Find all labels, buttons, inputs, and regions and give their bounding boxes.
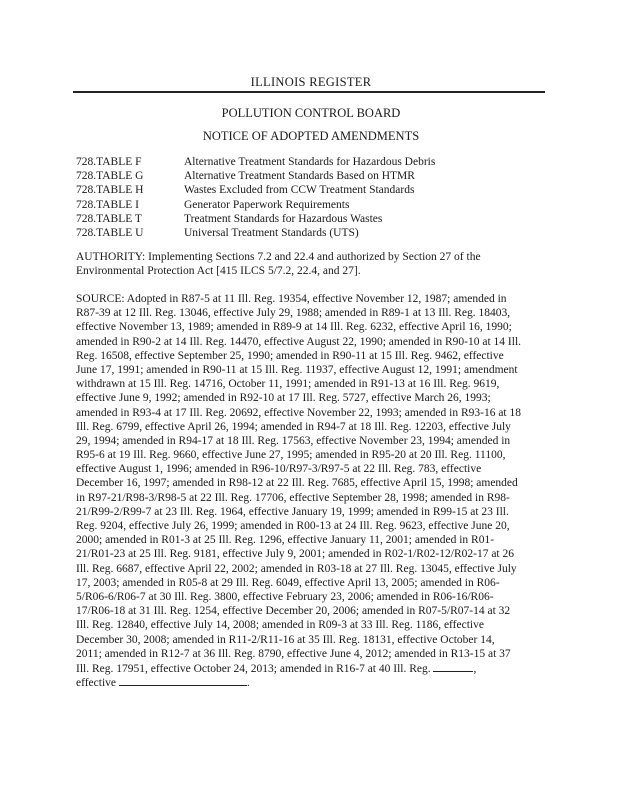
effective-label: effective bbox=[76, 677, 117, 690]
source-line: Ill. Reg. 17951, effective October 24, 2013; amended in R16-7 at 40 Ill. Reg. bbox=[76, 662, 431, 675]
effective-date-line bbox=[76, 675, 548, 689]
source-line: December 16, 1997; amended in R98-12 at 22 Ill. Reg. 7685, effective April 15, 1998; amended bbox=[76, 477, 518, 490]
blank-comma: , bbox=[473, 662, 477, 675]
source-line: Reg. 16508, effective September 25, 1990; amended in R90-11 at 15 Ill. Reg. 9462, effective bbox=[76, 349, 504, 362]
source-line: 17/R06-18 at 31 Ill. Reg. 1254, effective December 20, 2006; amended in R07-5/R07-14 at 32 bbox=[76, 605, 511, 618]
table-title: Wastes Excluded from CCW Treatment Standards bbox=[184, 184, 415, 197]
table-title: Treatment Standards for Hazardous Wastes bbox=[184, 212, 383, 225]
source-line: December 30, 2008; amended in R11-2/R11-16 at 35 Ill. Reg. 18131, effective October 14, bbox=[76, 633, 495, 646]
table-title: Alternative Treatment Standards Based on HTMR bbox=[184, 170, 415, 183]
table-row bbox=[76, 212, 546, 226]
final-period: . bbox=[246, 677, 250, 690]
source-line: in R97-21/R98-3/R98-5 at 22 Ill. Reg. 17706, effective September 28, 1998; amended in R98- bbox=[76, 491, 510, 504]
table-id: 728.TABLE T bbox=[76, 212, 142, 225]
table-row bbox=[76, 169, 546, 183]
source-line: effective August 1, 1996; amended in R96-10/R97-3/R97-5 at 22 Ill. Reg. 783, effective bbox=[76, 463, 482, 476]
source-line: SOURCE: Adopted in R87-5 at 11 Ill. Reg. 19354, effective November 12, 1987; amended in bbox=[76, 293, 507, 305]
table-id: 728.TABLE H bbox=[76, 184, 144, 197]
table-list bbox=[76, 155, 546, 240]
source-line: 21/R99-2/R99-7 at 23 Ill. Reg. 1964, effective January 19, 1999; amended in R99-15 at 23 Ill. bbox=[76, 505, 509, 518]
notice-title: NOTICE OF ADOPTED AMENDMENTS bbox=[202, 129, 420, 143]
table-id: 728.TABLE F bbox=[76, 156, 142, 168]
source-line-with-blank bbox=[76, 661, 548, 675]
source-line: amended in R93-4 at 17 Ill. Reg. 20692, effective November 22, 1993; amended in R93-16 at 18 bbox=[76, 406, 521, 419]
table-id: 728.TABLE G bbox=[76, 170, 144, 183]
source-line: 29, 1994; amended in R94-17 at 18 Ill. Reg. 17563, effective November 23, 1994; amended in bbox=[76, 434, 511, 447]
source-line: 2011; amended in R12-7 at 36 Ill. Reg. 8790, effective June 4, 2012; amended in R13-15 at 37 bbox=[76, 647, 511, 660]
source-line: Ill. Reg. 6799, effective April 26, 1994; amended in R94-7 at 18 Ill. Reg. 12203, effective July bbox=[76, 420, 511, 433]
source-paragraph bbox=[76, 292, 548, 689]
source-line: Ill. Reg. 6687, effective April 22, 2002; amended in R03-18 at 27 Ill. Reg. 13045, effective July bbox=[76, 562, 517, 575]
table-row bbox=[76, 155, 546, 169]
source-line: 17, 2003; amended in R05-8 at 29 Ill. Reg. 6049, effective April 13, 2005; amended in R06- bbox=[76, 576, 500, 589]
table-title: Universal Treatment Standards (UTS) bbox=[184, 226, 359, 239]
table-id: 728.TABLE I bbox=[76, 198, 139, 211]
source-line: Reg. 9204, effective July 26, 1999; amended in R00-13 at 24 Ill. Reg. 9623, effective June 20, bbox=[76, 520, 510, 532]
table-title: Alternative Treatment Standards for Hazardous Debris bbox=[184, 156, 436, 168]
authority-paragraph bbox=[76, 250, 548, 278]
table-title: Generator Paperwork Requirements bbox=[184, 198, 350, 211]
authority-line: Environmental Protection Act [415 ILCS 5/7.2, 22.4, and 27]. bbox=[76, 265, 361, 278]
source-line: R95-6 at 19 Ill. Reg. 9660, effective June 27, 1995; amended in R95-20 at 20 Ill. Reg. 11100, bbox=[76, 449, 506, 462]
source-line: amended in R90-2 at 14 Ill. Reg. 14470, effective August 22, 1990; amended in R90-10 at 14 Ill. bbox=[76, 335, 522, 348]
table-id: 728.TABLE U bbox=[76, 226, 144, 239]
source-line: 2000; amended in R01-3 at 25 Ill. Reg. 1296, effective January 11, 2001; amended in R01- bbox=[76, 534, 495, 547]
source-line: Ill. Reg. 12840, effective July 14, 2008; amended in R09-3 at 33 Ill. Reg. 1186, effective bbox=[76, 619, 484, 632]
header-rule bbox=[73, 91, 545, 93]
source-line: withdrawn at 15 Ill. Reg. 14716, October 11, 1991; amended in R91-13 at 16 Ill. Reg. 9619, bbox=[76, 378, 500, 391]
source-line: R87-39 at 12 Ill. Reg. 13046, effective July 29, 1988; amended in R89-1 at 13 Ill. Reg. 18403, bbox=[76, 307, 511, 320]
board-name: POLLUTION CONTROL BOARD bbox=[221, 106, 401, 120]
register-title: ILLINOIS REGISTER bbox=[250, 75, 372, 89]
source-line: 21/R01-23 at 25 Ill. Reg. 9181, effective July 9, 2001; amended in R02-1/R02-12/R02-17 at 26 bbox=[76, 548, 515, 561]
table-row bbox=[76, 183, 546, 197]
source-line: June 17, 1991; amended in R90-11 at 15 Ill. Reg. 11937, effective August 12, 1991; amendment bbox=[76, 363, 518, 376]
register-page-blank bbox=[433, 661, 473, 672]
table-row bbox=[76, 226, 546, 240]
source-line: effective June 9, 1992; amended in R92-10 at 17 Ill. Reg. 5727, effective March 26, 1993; bbox=[76, 392, 491, 405]
table-row bbox=[76, 198, 546, 212]
source-line: 5/R06-6/R06-7 at 30 Ill. Reg. 3800, effective February 23, 2006; amended in R06-16/R06- bbox=[76, 590, 494, 603]
effective-date-blank bbox=[119, 675, 247, 686]
authority-line: AUTHORITY: Implementing Sections 7.2 and 22.4 and authorized by Section 27 of the bbox=[76, 251, 481, 263]
source-line: effective November 13, 1989; amended in R89-9 at 14 Ill. Reg. 6232, effective April 16, 1990; bbox=[76, 321, 512, 334]
